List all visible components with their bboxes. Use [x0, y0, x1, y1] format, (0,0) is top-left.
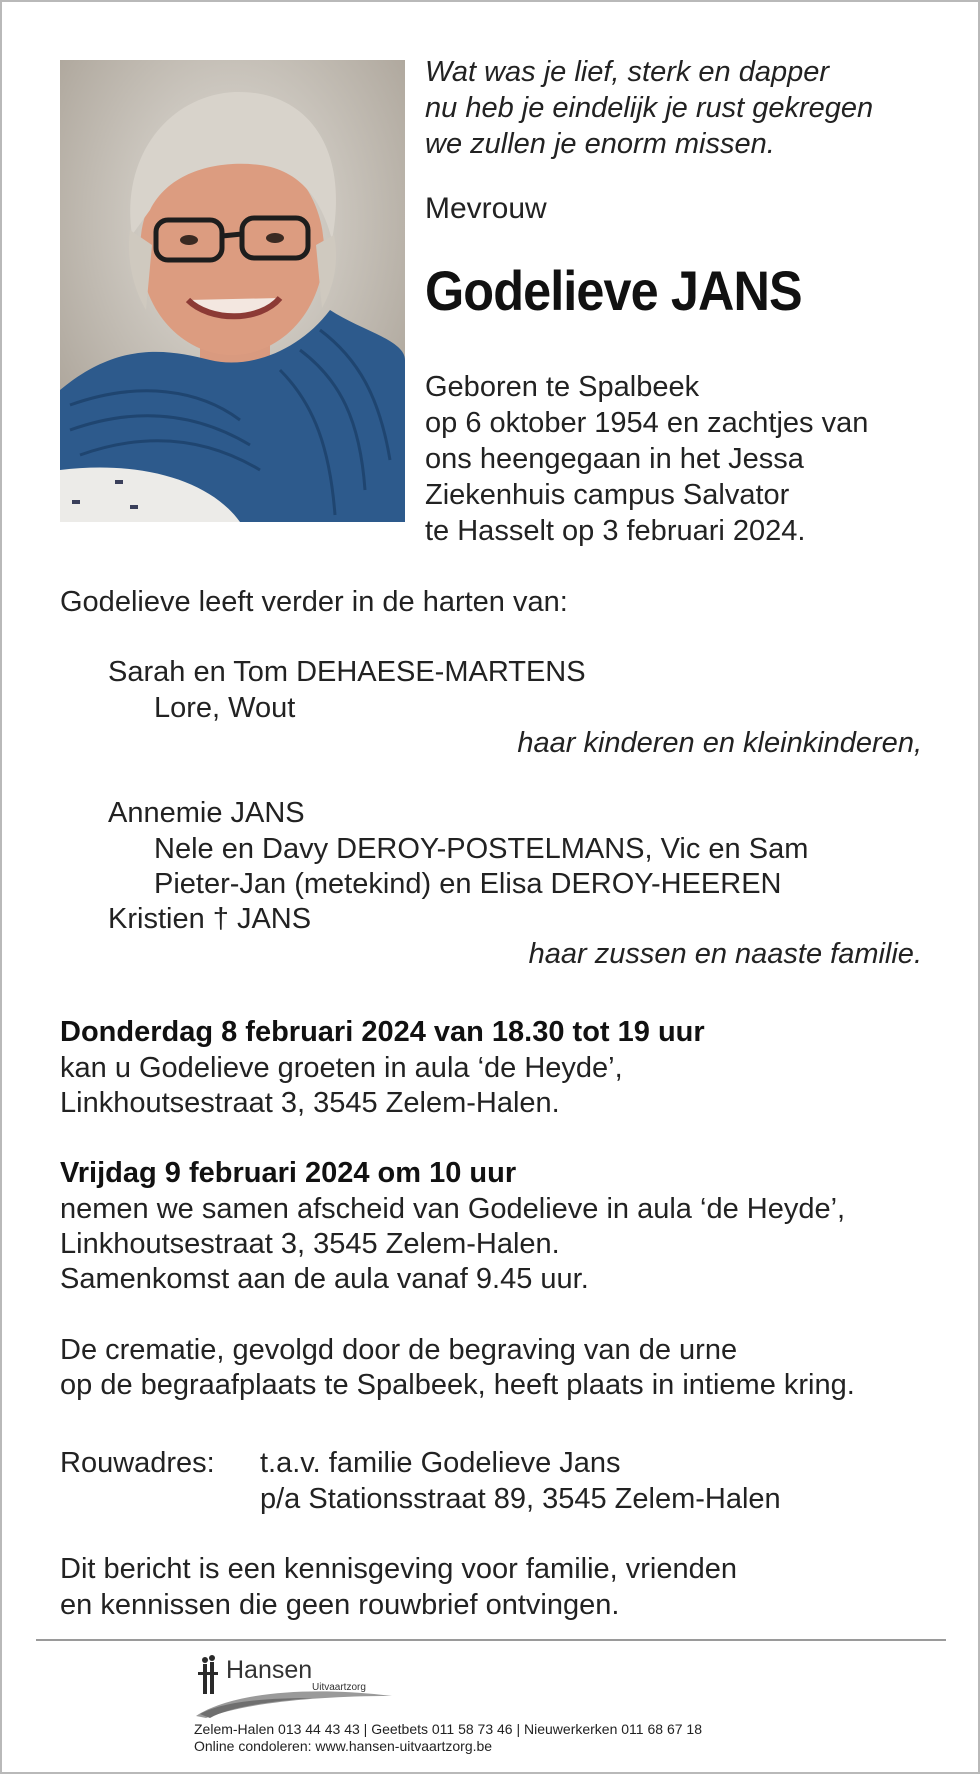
deceased-name: Godelieve JANS — [425, 259, 802, 322]
family2-line1: Annemie JANS — [108, 797, 305, 829]
family1-line1: Sarah en Tom DEHAESE-MARTENS — [108, 656, 586, 688]
event2-line1: nemen we samen afscheid van Godelieve in aula ‘de Heyde’, — [60, 1193, 846, 1225]
birth-line: ons heengegaan in het Jessa — [425, 443, 804, 475]
notice-line2: en kennissen die geen rouwbrief ontvingen. — [60, 1589, 620, 1621]
event1-line1: kan u Godelieve groeten in aula ‘de Heyde’, — [60, 1052, 623, 1084]
portrait-illustration — [60, 60, 405, 522]
birth-line: Ziekenhuis campus Salvator — [425, 479, 790, 511]
birth-line: op 6 oktober 1954 en zachtjes van — [425, 407, 869, 439]
poem-line: nu heb je eindelijk je rust gekregen — [425, 92, 874, 124]
footer-online-condolence: Online condoleren: www.hansen-uitvaartzorg.be — [194, 1738, 493, 1754]
logo-subtitle: Uitvaartzorg — [312, 1682, 366, 1693]
hansen-logo — [192, 1652, 392, 1718]
event1-heading: Donderdag 8 februari 2024 van 18.30 tot 19 uur — [60, 1016, 705, 1048]
footer-divider — [36, 1639, 946, 1641]
survivors-intro: Godelieve leeft verder in de harten van: — [60, 586, 568, 618]
poem-line: Wat was je lief, sterk en dapper — [425, 56, 830, 88]
poem — [425, 54, 873, 162]
portrait-photo — [60, 60, 405, 522]
birth-line: Geboren te Spalbeek — [425, 371, 700, 403]
address-label: Rouwadres: — [60, 1447, 215, 1479]
address-line1: t.a.v. familie Godelieve Jans — [260, 1447, 621, 1479]
address-line2: p/a Stationsstraat 89, 3545 Zelem-Halen — [260, 1483, 781, 1515]
family2-line3: Pieter-Jan (metekind) en Elisa DEROY-HEEREN — [154, 868, 782, 900]
family1-relation: haar kinderen en kleinkinderen, — [517, 727, 922, 759]
honorific: Mevrouw — [425, 192, 547, 225]
family2-line4: Kristien † JANS — [108, 903, 312, 935]
birth-death-info — [425, 369, 868, 549]
family2-relation: haar zussen en naaste familie. — [528, 938, 922, 970]
event2-heading: Vrijdag 9 februari 2024 om 10 uur — [60, 1157, 517, 1189]
cremation-line1: De crematie, gevolgd door de begraving van de urne — [60, 1334, 738, 1366]
event2-line2: Linkhoutsestraat 3, 3545 Zelem-Halen. — [60, 1228, 560, 1260]
birth-line: te Hasselt op 3 februari 2024. — [425, 515, 806, 547]
event2-line3: Samenkomst aan de aula vanaf 9.45 uur. — [60, 1263, 589, 1295]
family1-line2: Lore, Wout — [154, 692, 296, 724]
notice-line1: Dit bericht is een kennisgeving voor familie, vrienden — [60, 1553, 738, 1585]
poem-line: we zullen je enorm missen. — [425, 128, 775, 160]
logo-name: Hansen — [226, 1656, 313, 1684]
cremation-line2: op de begraafplaats te Spalbeek, heeft plaats in intieme kring. — [60, 1369, 855, 1401]
event1-line2: Linkhoutsestraat 3, 3545 Zelem-Halen. — [60, 1087, 560, 1119]
footer-contacts: Zelem-Halen 013 44 43 43 | Geetbets 011 58 73 46 | Nieuwerkerken 011 68 67 18 — [194, 1721, 702, 1737]
family2-line2: Nele en Davy DEROY-POSTELMANS, Vic en Sam — [154, 833, 809, 865]
